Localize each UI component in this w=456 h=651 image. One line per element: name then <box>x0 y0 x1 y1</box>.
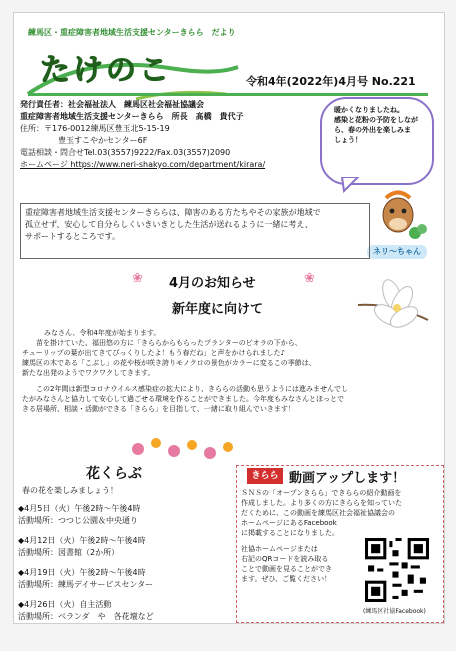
logo-text: たけのこ <box>40 53 172 88</box>
qr-code[interactable] <box>365 538 429 602</box>
speech-bubble <box>320 97 434 185</box>
notice-line: みなさん、令和4年度が始まります。 <box>44 329 161 337</box>
publisher-building: 豊玉すこやかセンター6F <box>58 136 148 145</box>
publisher-address: 住所：〒176-0012練馬区豊玉北5-15-19 <box>20 124 170 133</box>
publisher-tel: 電話相談・問合せTel.03(3557)9222/Fax.03(3557)2090 <box>20 148 231 157</box>
bubble-line: ら、春の外出を楽しみま <box>334 126 411 134</box>
notice-line: 新たな出発のようでワクワクしてきます。 <box>22 369 155 377</box>
newsletter-page <box>13 12 445 624</box>
schedule-place: 活動場所：図書館（2か所） <box>18 548 120 557</box>
notice-line: この2年間は新型コロナウイルス感染症の拡大により、きららの活動も思うようには進みませんでし <box>36 385 349 393</box>
notice-line: チューリップの葉が出てきてびっくりしたよ！もう春だね」と声をかけられました♪ <box>22 349 285 357</box>
schedule-place: 活動場所：つつじ公園＆中央通り <box>18 516 138 525</box>
hana-club-intro: 春の花を楽しみましょう！ <box>22 486 118 495</box>
notice-line: 練馬区の木である「こぶし」の花や桜が咲き誇りモノクロの景色がカラーに変るこの季節は、 <box>22 359 316 367</box>
header-divider <box>28 93 428 96</box>
hana-club-section <box>14 461 236 623</box>
video-line: に掲載することになりました。 <box>241 529 339 537</box>
schedule-date: ◆4月19日（火）午後2時〜午後4時 <box>18 568 146 577</box>
bubble-line: しょう！ <box>334 136 362 144</box>
cherry-blossom-icon: ❀ <box>304 271 315 286</box>
mascot-label: ネリ～ちゃん <box>367 245 427 259</box>
video-line: ＳＮＳの「オープンきらら」できららの紹介動画を <box>241 489 402 497</box>
video-section <box>236 465 444 623</box>
schedule-place: 活動場所：ベランダ や 各花壇など <box>18 612 154 621</box>
schedule-date: ◆4月12日（火）午後2時〜午後4時 <box>18 536 146 545</box>
bubble-tail <box>340 177 360 193</box>
horse-mascot-icon <box>368 189 428 249</box>
video-line: ホームページにあるFacebook <box>241 519 337 527</box>
notice-line: たがみなさんと協力して安心して過ごせる環境を作ることができました。今年度もみなさんとほっとで <box>22 395 344 403</box>
bubble-line: 感染と花粉の予防をしなが <box>334 116 418 124</box>
publisher-line: 発行責任者：社会福祉法人 練馬区社会福祉協議会 <box>20 100 204 109</box>
video-title: 動画アップします！ <box>289 471 406 486</box>
schedule-date: ◆4月5日（火）午後2時〜午後4時 <box>18 504 141 513</box>
cherry-blossom-icon: ❀ <box>132 271 143 286</box>
intro-line: 孤立せず、安心して自分らしくいきいきとした生活が送れるように一緒に考え、 <box>25 220 313 229</box>
intro-line: サポートするところです。 <box>25 232 121 241</box>
notice-line: 苗を掛けていた、福田悠の方に「きららからもらったプランターのビオラの下から、 <box>36 339 302 347</box>
qr-caption: (練馬区社協Facebook) <box>363 608 426 615</box>
homepage-link[interactable]: ホームページ https://www.nerі-shakyo.com/department/kirara/ <box>20 160 266 169</box>
video-line: ます。ぜひ、ご覧ください！ <box>241 575 332 583</box>
publisher-line: 重症障害者地域生活支援センターきらら 所長 髙橋 貴代子 <box>20 112 244 121</box>
video-line: 作成しました。より多くの方にきららを知っていた <box>241 499 402 507</box>
hana-club-title: 花くらぶ <box>86 466 142 482</box>
video-line: だくために、この動画を練馬区社会福祉協議会の <box>241 509 395 517</box>
video-line: ことで動画を見ることができ <box>241 565 332 573</box>
newsletter-subtitle: 練馬区・重症障害者地域生活支援センターきらら だより <box>28 28 236 37</box>
video-line: 社協ホームページまたは <box>241 545 318 553</box>
notice-line: きる居場所、相談・活動ができる「きらら」を目指して、一緒に取り組んでいきます！ <box>22 405 295 413</box>
schedule-date: ◆4月26日（火）自主活動 <box>18 600 112 609</box>
publisher-info <box>20 99 320 171</box>
notice-title: 4月のお知らせ <box>169 276 256 291</box>
intro-box <box>20 203 370 259</box>
kirara-badge: きらら <box>247 468 283 484</box>
notice-body <box>22 328 438 414</box>
notice-subtitle: 新年度に向けて <box>172 302 264 317</box>
schedule-place: 活動場所：練馬デイサービスセンター <box>18 580 154 589</box>
intro-line: 重症障害者地域生活支援センターきららは、障害のある方たちやその家族が地域で <box>25 208 321 217</box>
hana-club-schedule <box>18 503 232 623</box>
bubble-line: 暖かくなりましたね。 <box>334 106 404 114</box>
video-line: 右記のQRコードを読み取る <box>241 555 329 563</box>
issue-number: 令和4年(2022年)4月号 No.221 <box>246 75 416 88</box>
